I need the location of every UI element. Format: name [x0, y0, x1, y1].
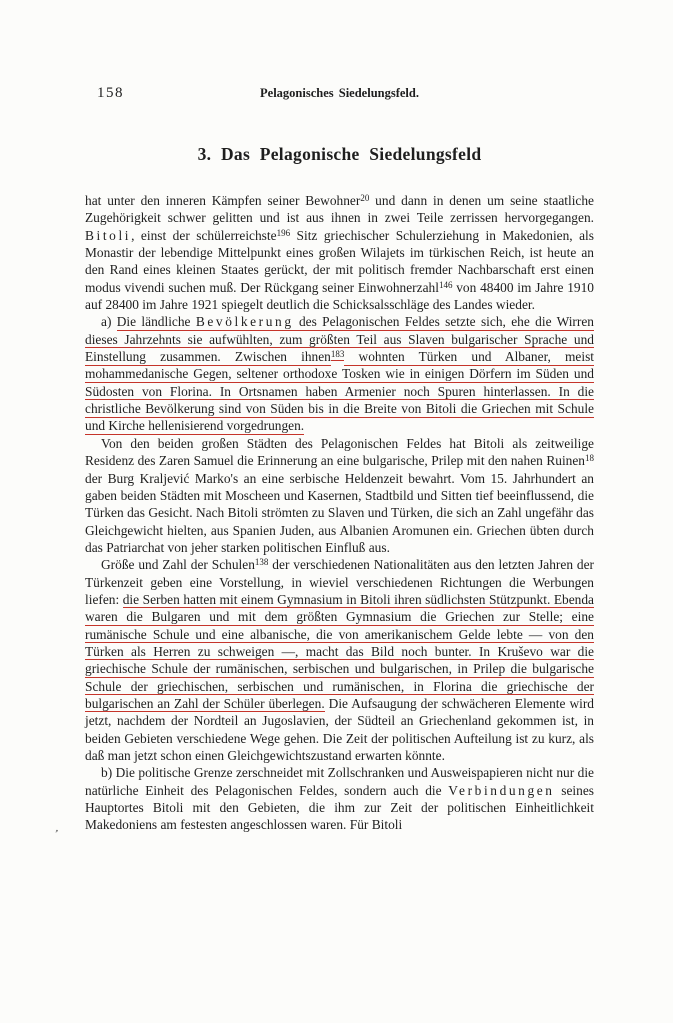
text-run: Die Aufsaugung der schwächeren Elemente wird jetzt, nachdem der Nordteil an Jugoslavien, der Südteil an Griechenland gekommen ist, in beiden Gebieten verschiedene Wege gehen. Die Zeit der politischen Aufteilung ist zu kurz, als daß man jetzt schon einen Gleichgewichtszustand erwarten könnte. [85, 695, 594, 763]
text-run: a) [101, 314, 117, 330]
paragraph [85, 556, 594, 764]
footnote-reference: 20 [360, 193, 370, 203]
text-block [85, 192, 594, 834]
text-run: Sitz griechischer Schulerziehung in Makedonien, als Monastir der lebendige Mittelpunkt eines großen Wilajets im türkischen Reich, ist heute an den Rand eines kleinen Staates gerückt, der mit politisch fremder Nachbarschaft erst einen modus vivendi suchen muß. Der Rückgang seiner Einwohnerzahl [85, 227, 594, 295]
paragraph [85, 313, 594, 434]
text-run: hat unter den inneren Kämpfen seiner Bewohner [85, 193, 361, 208]
text-run: Größe und Zahl der Schulen [101, 557, 255, 573]
red-underlined-text: Die ländliche [116, 314, 196, 330]
red-underlined-text: wohnten Türken und Albaner, meist mohammedanische Gegen, seltener orthodoxe Tosken wie in einigen Dörfern im Süden und Südosten von Florina. In Ortsnamen haben Armenier noch Spuren hinterlassen. In die christliche Bevölkerung sind von Süden bis in die Breite von Bitoli die Griechen mit Schule und Kirche hellenisierend vorgedrungen. [85, 349, 594, 434]
paragraph [85, 435, 594, 556]
footnote-reference: 183 [330, 349, 345, 360]
text-run: Von den beiden großen Städten des Pelagonischen Feldes hat Bitoli als zeitweilige Residenz des Zaren Samuel die Erinnerung an eine bulgarische, Prilep mit den nahen Ruinen [85, 435, 594, 469]
text-run: und dann in denen um seine staatliche Zugehörigkeit schwer gelitten und ist aus ihnen in zwei Teile zerrissen hervorgegangen. [85, 193, 595, 226]
paragraph [85, 192, 594, 313]
text-run: Verbindungen [448, 782, 555, 798]
text-run: seines Hauptortes Bitoli mit den Gebieten, die ihm zur Zeit der politischen Einheitlichkeit Makedoniens am festesten angeschlossen waren. Für Bitoli [85, 782, 595, 833]
red-underlined-text: des Pelagonischen Feldes setzte sich, ehe die Wirren dieses Jahrzehnts sie aufwühlten, zum größten Teil aus Slaven bulgarischer Sprache und Einstellung zusammen. Zwischen ihnen [85, 314, 594, 365]
running-head: Pelagonisches Siedelungsfeld. [260, 86, 419, 100]
ink-speck-icon: ’ [52, 827, 60, 841]
text-run: der verschiedenen Nationalitäten aus den letzten Jahren der Türkenzeit geben eine Vorstellung, in wieviel verschiedenen Richtungen die Werbungen liefen: [85, 557, 595, 607]
footnote-reference: 18 [585, 453, 594, 464]
page-number: 158 [97, 85, 124, 101]
red-underlined-text: die Serben hatten mit einem Gymnasium in Bitoli ihren südlichsten Stützpunkt. Ebenda waren die Bulgaren und mit dem größten Gymnasium die Griechen zur Stelle; eine rumänische Schule und eine albanische, die von amerikanischem Gelde lebte — von den Türken als Herren zu schweigen —, macht das Bild noch bunter. In Kruševo war die griechische Schule der rumänischen, serbischen und bulgarischen, in Prilep die bulgarische Schule der griechischen, serbischen und rumänischen, in Florina die griechische der bulgarischen an Zahl der Schüler überlegen. [85, 591, 594, 711]
section-title: 3. Das Pelagonische Siedelungsfeld [197, 144, 482, 164]
text-run: b) Die politische Grenze zerschneidet mit Zollschranken und Ausweispapieren nicht nur die natürliche Einheit des Pelagonischen Feldes, sondern auch die [85, 765, 594, 798]
red-underlined-text: Bevölkerung [195, 314, 294, 330]
footnote-reference: 196 [276, 227, 291, 238]
text-run: der Burg Kraljević Marko's an eine serbische Heldenzeit bewahrt. Vom 15. Jahrhundert an gaben beiden Städten mit Moscheen und Kasernen, Stadtbild und Sitten tief beeinflussend, die Türken das Gesicht. Nach Bitoli strömten zu Slaven und Türken, die sich an Zahl ungefähr das Gleichgewicht hielten, aus Spanien Juden, aus Albanien Aromunen ein. Griechen übten durch das Patriarchat von jeher starken politischen Einfluß aus. [85, 470, 594, 555]
text-run: von 48400 im Jahre 1910 auf 28400 im Jahre 1921 spiegelt deutlich die Schicksalsschläge des Landes wieder. [85, 279, 594, 313]
paragraph [85, 764, 594, 833]
footnote-reference: 146 [438, 279, 453, 290]
text-run: Bitoli [85, 227, 132, 243]
footnote-reference: 138 [254, 557, 269, 568]
text-run: , einst der schülerreichste [131, 227, 277, 243]
